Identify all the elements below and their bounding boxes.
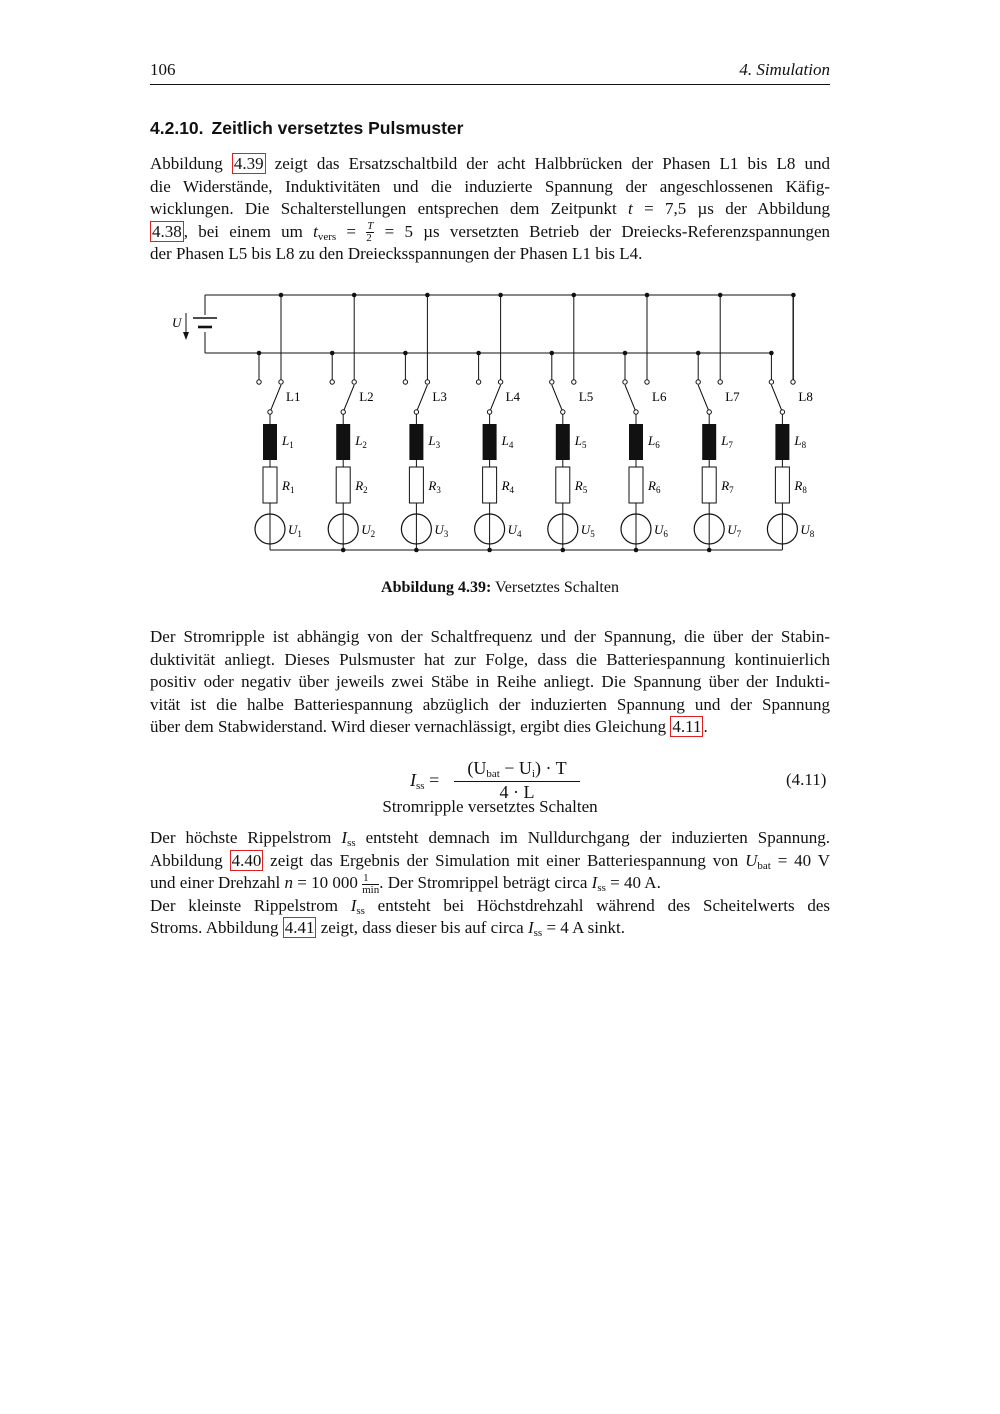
- junction-dot: [498, 293, 503, 298]
- junction-dot: [623, 351, 628, 356]
- text-line: Der kleinste Rippelstrom $I_{ss}$ entsteht bei Höchstdrehzahl während des Scheitelwerts des: [150, 895, 830, 917]
- section-number: 4.2.10.: [150, 118, 204, 138]
- switch-contact: [414, 410, 418, 414]
- figure-caption: [0, 579, 1000, 597]
- junction-dot: [791, 293, 796, 298]
- switch-contact: [403, 380, 407, 384]
- text-line: Der Stromripple ist abhängig von der Schaltfrequenz und der Spannung, die über der Stabin-: [150, 627, 830, 646]
- inductor-label: $L_7$: [721, 433, 733, 450]
- junction-dot: [487, 548, 492, 553]
- voltage-label: $U_3$: [434, 522, 449, 539]
- switch-contact: [550, 380, 554, 384]
- paragraph-stromripple: [150, 626, 830, 739]
- text-line: positiv oder negativ über jeweils zwei Stäbe in Reihe anliegt. Die Spannung über der Indukti-: [150, 672, 830, 692]
- junction-dot: [561, 548, 566, 553]
- switch-contact: [341, 410, 345, 414]
- page-number: 106: [150, 60, 176, 79]
- junction-dot: [425, 293, 430, 298]
- switch-blade: [552, 385, 563, 412]
- junction-dot: [279, 293, 284, 298]
- resistor-label: $R_6$: [648, 478, 661, 495]
- voltage-label: $U_4$: [507, 522, 522, 539]
- switch-blade: [343, 385, 354, 412]
- junction-dot: [341, 548, 346, 553]
- junction-dot: [550, 351, 555, 356]
- equation-number: (4.11): [786, 770, 827, 789]
- equation-ref-link[interactable]: 4.11: [672, 717, 702, 737]
- switch-contact: [498, 380, 502, 384]
- voltage-label: $U_8$: [800, 522, 815, 539]
- resistor-label: $R_4$: [501, 478, 515, 495]
- phase-label: L6: [652, 389, 667, 404]
- inductor: [483, 424, 497, 460]
- switch-contact: [487, 410, 491, 414]
- text-line: 4.38 , bei einem um $t_{vers}$ = $\frac{T}{2}$ = 5 µs versetzten Betrieb der Dreiecks-Referenzspannungen: [152, 220, 830, 245]
- resistor: [629, 467, 643, 503]
- resistor: [556, 467, 570, 503]
- inductor: [702, 424, 716, 460]
- resistor: [483, 467, 497, 503]
- inductor: [556, 424, 570, 460]
- text-line: wicklungen. Die Schalterstellungen entsprechen dem Zeitpunkt t = 7,5 µs der Abbildung: [150, 199, 830, 219]
- fraction: $\frac{T}{2}$: [366, 220, 374, 245]
- inductor-label: $L_6$: [648, 433, 660, 450]
- junction-dot: [403, 351, 408, 356]
- switch-contact: [780, 410, 784, 414]
- equation-lhs: $I_{ss}$ =: [410, 770, 440, 792]
- text-line: Der höchste Rippelstrom $I_{ss}$ entsteht demnach im Nulldurchgang der induzierten Spannung.: [150, 828, 830, 849]
- switch-blade: [771, 385, 782, 412]
- junction-dot: [352, 293, 357, 298]
- junction-dot: [257, 351, 262, 356]
- voltage-label: $U_7$: [727, 522, 742, 539]
- junction-dot: [696, 351, 701, 356]
- junction-dot: [718, 293, 723, 298]
- inductor-label: $L_3$: [428, 433, 441, 450]
- paragraph-rippelstrom: [150, 827, 830, 940]
- junction-dot: [330, 351, 335, 356]
- text-line: der Phasen L5 bis L8 zu den Dreiecksspannungen der Phasen L1 bis L4.: [150, 244, 643, 264]
- phase-label: L5: [578, 389, 594, 404]
- text-line: Abbildung 4.39 zeigt das Ersatzschaltbild der acht Halbbrücken der Phasen L1 bis L8 und: [150, 154, 830, 173]
- text-line: vität ist die halbe Batteriespannung abzüglich der induzierten Spannung und der Spannung: [150, 694, 830, 714]
- switch-blade: [698, 385, 709, 412]
- resistor: [336, 467, 350, 503]
- text-line: Abbildung 4.40 zeigt das Ergebnis der Simulation mit einer Batteriespannung von $U_{bat} = 40$ V: [150, 850, 830, 872]
- inductor: [629, 424, 643, 460]
- junction-dot: [572, 293, 577, 298]
- resistor: [409, 467, 423, 503]
- switch-contact: [561, 410, 565, 414]
- voltage-label: $U_5$: [580, 522, 595, 539]
- figure-ref-link[interactable]: 4.40: [231, 850, 262, 870]
- text-line: duktivität anliegt. Dieses Pulsmuster hat zur Folge, dass die Batteriespannung kontinuierlich: [150, 649, 830, 669]
- voltage-label: $U_1$: [288, 522, 302, 539]
- voltage-label: $U_2$: [361, 522, 376, 539]
- switch-contact: [425, 380, 429, 384]
- equation-label: Stromripple versetztes Schalten: [382, 797, 598, 816]
- text-line: Stroms. Abbildung 4.41 zeigt, dass dieser bis auf circa $I_{ss} = 4$ A sinkt.: [150, 918, 625, 940]
- switch-contact: [476, 380, 480, 384]
- text-line: und einer Drehzahl n = 10 000 $\frac{1}{\min}$ . Der Stromrippel beträgt circa $I_{ss} = 40$ A.: [150, 871, 661, 896]
- switch-contact: [268, 410, 272, 414]
- junction-dot: [769, 351, 774, 356]
- switch-blade: [270, 385, 281, 412]
- inductor-label: $L_4$: [501, 433, 514, 450]
- resistor-label: $R_3$: [428, 478, 441, 495]
- junction-dot: [476, 351, 481, 356]
- switch-blade: [490, 385, 501, 412]
- resistor-label: $R_2$: [355, 478, 368, 495]
- page-header: [150, 58, 830, 85]
- fraction: $\frac{1}{\min}$: [362, 871, 380, 896]
- voltage-arrow-head: [183, 332, 189, 340]
- inductor-label: $L_5$: [574, 433, 587, 450]
- switch-contact: [352, 380, 356, 384]
- figure-ref-link[interactable]: 4.39: [233, 154, 264, 173]
- source-voltage-label: U: [172, 315, 182, 330]
- junction-dot: [707, 548, 712, 553]
- phase-label: L3: [432, 389, 447, 404]
- resistor: [775, 467, 789, 503]
- switch-contact: [696, 380, 700, 384]
- inductor: [409, 424, 423, 460]
- text-line: über dem Stabwiderstand. Wird dieser vernachlässigt, ergibt dies Gleichung 4.11 .: [150, 717, 708, 737]
- phase-label: L2: [359, 389, 374, 404]
- caption-text: Versetztes Schalten: [491, 579, 619, 596]
- voltage-label: $U_6$: [654, 522, 668, 539]
- figure-ref-link[interactable]: 4.41: [284, 918, 315, 938]
- switch-contact: [257, 380, 261, 384]
- inductor: [263, 424, 277, 460]
- resistor: [702, 467, 716, 503]
- figure-ref-link[interactable]: 4.38: [152, 221, 182, 241]
- section-heading: [150, 118, 463, 139]
- junction-dot: [634, 548, 639, 553]
- switch-contact: [330, 380, 334, 384]
- inductor-label: $L_8$: [794, 433, 807, 450]
- chapter-title: 4. Simulation: [739, 60, 830, 79]
- junction-dot: [645, 293, 650, 298]
- switch-blade: [416, 385, 427, 412]
- switch-contact: [718, 380, 722, 384]
- inductor: [775, 424, 789, 460]
- text-line: die Widerstände, Induktivitäten und die induzierte Spannung der angeschlossenen Käfig-: [150, 176, 830, 196]
- inductor-label: $L_1$: [282, 433, 294, 450]
- resistor-label: $R_8$: [794, 478, 807, 495]
- inductor-label: $L_2$: [355, 433, 367, 450]
- switch-contact: [623, 380, 627, 384]
- switch-contact: [645, 380, 649, 384]
- section-title: Zeitlich versetztes Pulsmuster: [211, 118, 464, 138]
- caption-label: Abbildung 4.39:: [381, 579, 492, 596]
- switch-blade: [625, 385, 636, 412]
- phase-label: L1: [286, 389, 301, 404]
- phase-label: L4: [505, 389, 521, 404]
- circuit-diagram: [0, 280, 1000, 570]
- resistor-label: $R_5$: [574, 478, 588, 495]
- resistor-label: $R_1$: [282, 478, 295, 495]
- equation-denominator: 4 · L: [499, 782, 535, 802]
- switch-contact: [634, 410, 638, 414]
- resistor: [263, 467, 277, 503]
- switch-contact: [769, 380, 773, 384]
- phase-label: L7: [725, 389, 740, 404]
- junction-dot: [414, 548, 419, 553]
- switch-contact: [707, 410, 711, 414]
- switch-contact: [572, 380, 576, 384]
- switch-contact: [279, 380, 283, 384]
- resistor-label: $R_7$: [721, 478, 734, 495]
- switch-contact: [791, 380, 795, 384]
- phase-label: L8: [798, 389, 813, 404]
- paragraph-intro: [150, 153, 830, 266]
- equation-numerator: $(U_{bat} - U_i) \cdot T$: [454, 758, 580, 782]
- inductor: [336, 424, 350, 460]
